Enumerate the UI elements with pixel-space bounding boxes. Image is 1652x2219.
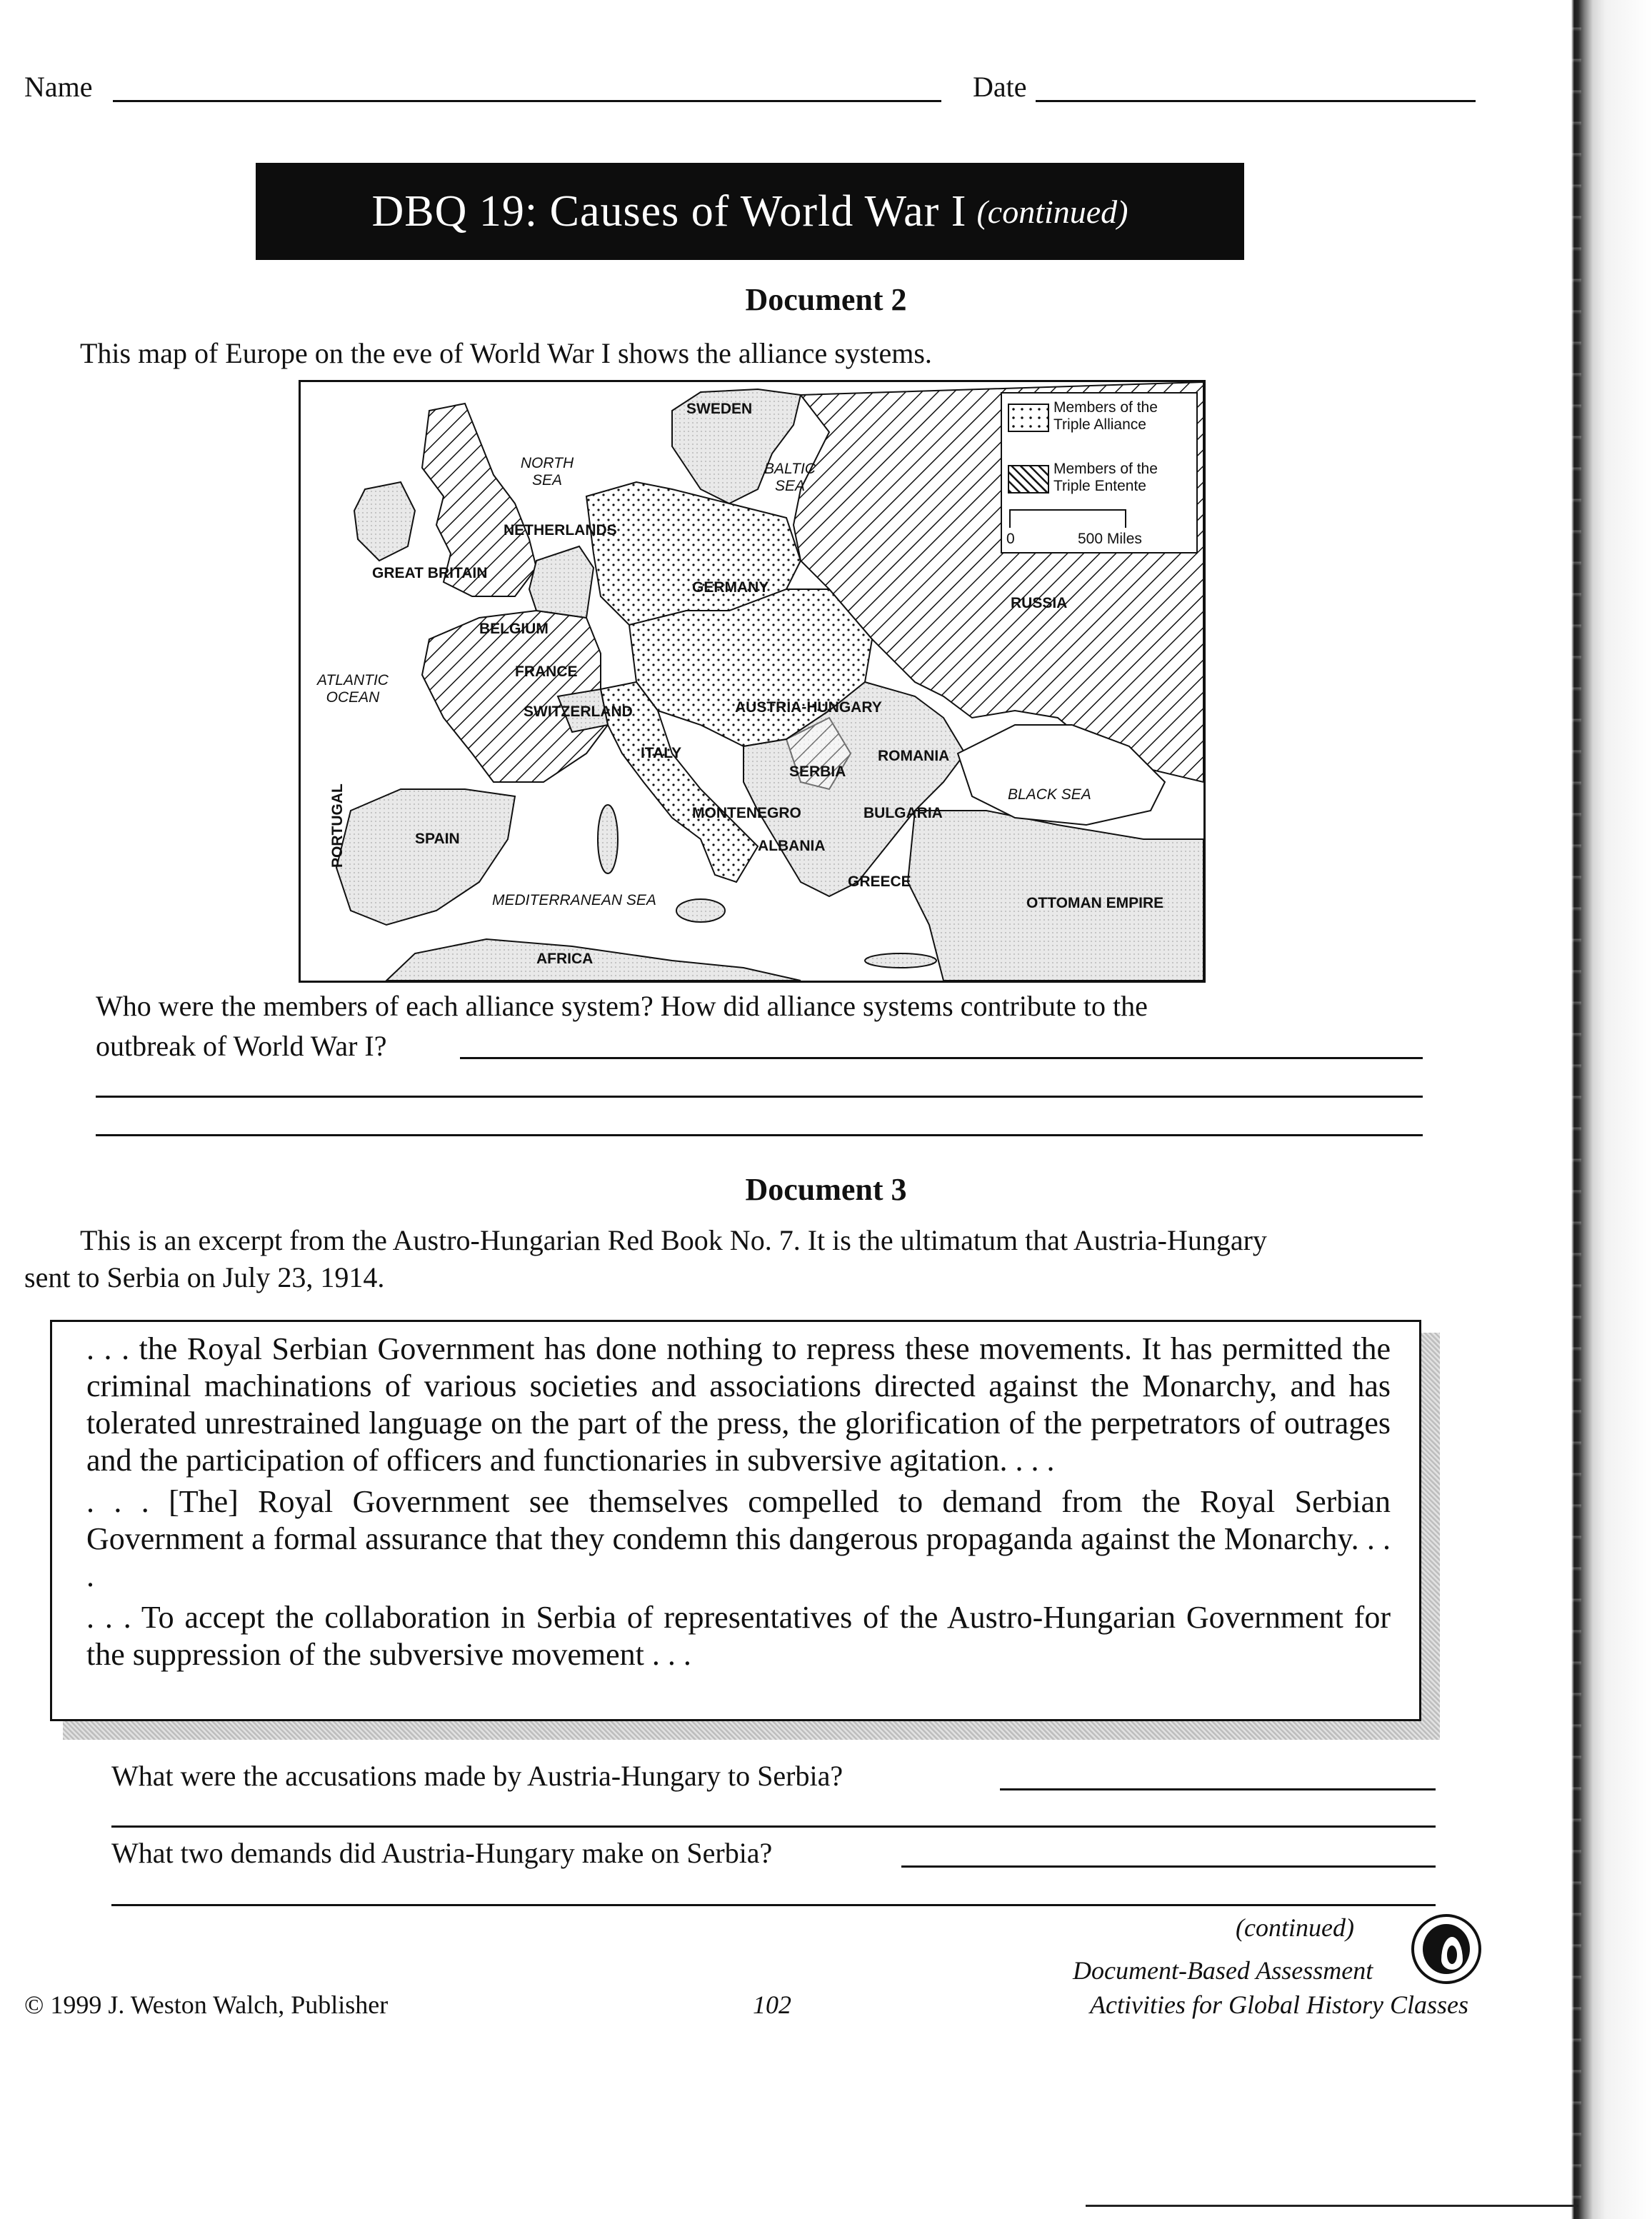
document-2-heading: Document 2 <box>745 282 907 317</box>
document-3-answer-line-2[interactable] <box>111 1825 1436 1828</box>
series-title-line1: Document-Based Assessment <box>1073 1956 1373 1985</box>
document-2-intro: This map of Europe on the eve of World War I shows the alliance systems. <box>80 337 932 369</box>
label-baltic-sea: BALTIC SEA <box>764 461 816 494</box>
legend-triple-alliance: Members of the Triple Alliance <box>1053 399 1158 433</box>
scale-zero: 0 <box>1006 531 1015 547</box>
label-germany: GERMANY <box>692 579 769 596</box>
label-bulgaria: BULGARIA <box>863 805 943 821</box>
crete-shape <box>865 953 936 968</box>
legend-triple-entente: Members of the Triple Entente <box>1053 461 1158 494</box>
label-austria-hungary: AUSTRIA-HUNGARY <box>735 699 882 716</box>
name-field-line[interactable] <box>113 100 941 102</box>
label-great-britain: GREAT BRITAIN <box>372 565 488 581</box>
ultimatum-excerpt <box>50 1320 1421 1721</box>
label-greece: GREECE <box>848 873 911 890</box>
page-binding-edge <box>1568 0 1652 2219</box>
document-3-answer-line-3[interactable] <box>901 1865 1436 1868</box>
document-2-question-line2: outbreak of World War I? <box>96 1030 387 1062</box>
corsica-sardinia-shape <box>598 805 618 873</box>
document-3-answer-line-1[interactable] <box>1000 1788 1436 1790</box>
document-3-question-2: What two demands did Austria-Hungary make on Serbia? <box>111 1837 773 1869</box>
label-netherlands: NETHERLANDS <box>504 522 617 539</box>
triple-entente-swatch <box>1008 465 1049 494</box>
page-bottom-edge <box>1086 2205 1578 2207</box>
label-portugal: PORTUGAL <box>329 783 346 868</box>
europe-alliance-map <box>299 380 1206 983</box>
label-russia: RUSSIA <box>1011 595 1068 611</box>
document-3-intro-line2: sent to Serbia on July 23, 1914. <box>24 1261 385 1293</box>
label-italy: ITALY <box>641 745 682 761</box>
document-2-question-line1: Who were the members of each alliance system? How did alliance systems contribute to the <box>96 990 1148 1022</box>
document-3-question-1: What were the accusations made by Austria-Hungary to Serbia? <box>111 1760 843 1792</box>
flame-logo-icon <box>1411 1914 1481 1984</box>
scale-label: 500 Miles <box>1078 531 1142 547</box>
name-label: Name <box>24 71 93 103</box>
series-title-line2: Activities for Global History Classes <box>1090 1990 1468 2019</box>
triple-alliance-swatch <box>1008 404 1049 432</box>
label-sweden: SWEDEN <box>686 401 753 417</box>
quote-paragraph-2: . . . [The] Royal Government see themselves compelled to demand from the Royal Serbian Government a formal assurance that they condemn this dangerous propaganda against the Monarchy. . . . <box>86 1484 1391 1593</box>
page-title-suffix: (continued) <box>976 193 1128 230</box>
label-atlantic-ocean: ATLANTIC OCEAN <box>317 672 389 706</box>
label-switzerland: SWITZERLAND <box>524 703 633 720</box>
document-2-answer-line-1[interactable] <box>460 1057 1423 1059</box>
document-2-answer-line-2[interactable] <box>96 1096 1423 1098</box>
label-belgium: BELGIUM <box>479 621 549 637</box>
label-montenegro: MONTENEGRO <box>692 805 801 821</box>
page-title: DBQ 19: Causes of World War I <box>371 186 967 236</box>
document-3-answer-line-4[interactable] <box>111 1904 1436 1906</box>
label-north-sea: NORTH SEA <box>520 455 574 489</box>
map-legend <box>1001 392 1198 554</box>
quote-paragraph-1: . . . the Royal Serbian Government has done nothing to repress these movements. It has permitted the criminal machinations of various societies and associations directed against the Monarchy, and has tolerated unrestrained language on the part of the press, the glorification of the perpetrators of outrages and the participation of officers and functionaries in subversive agitation. . . . <box>86 1331 1391 1478</box>
document-2-answer-line-3[interactable] <box>96 1134 1423 1136</box>
date-label: Date <box>973 71 1027 103</box>
document-3-heading: Document 3 <box>745 1172 907 1207</box>
label-mediterranean-sea: MEDITERRANEAN SEA <box>492 892 656 908</box>
label-albania: ALBANIA <box>758 838 826 854</box>
label-spain: SPAIN <box>415 831 460 847</box>
label-france: FRANCE <box>515 663 578 680</box>
title-banner <box>256 163 1244 260</box>
label-romania: ROMANIA <box>878 748 950 764</box>
scale-bar <box>1009 509 1126 528</box>
quote-paragraph-3: . . . To accept the collaboration in Serbia of representatives of the Austro-Hungarian Government for the suppression of the subversive movement . . . <box>86 1600 1391 1672</box>
label-ottoman-empire: OTTOMAN EMPIRE <box>1026 895 1164 911</box>
label-africa: AFRICA <box>536 951 594 967</box>
document-3-intro-line1: This is an excerpt from the Austro-Hungarian Red Book No. 7. It is the ultimatum that Austria-Hungary <box>80 1224 1267 1256</box>
date-field-line[interactable] <box>1036 100 1476 102</box>
continued-note: (continued) <box>1236 1913 1354 1942</box>
page-number: 102 <box>753 1990 791 2019</box>
label-black-sea: BLACK SEA <box>1008 786 1091 803</box>
label-serbia: SERBIA <box>789 763 846 780</box>
copyright: © 1999 J. Weston Walch, Publisher <box>24 1990 389 2019</box>
sicily-shape <box>676 899 725 922</box>
